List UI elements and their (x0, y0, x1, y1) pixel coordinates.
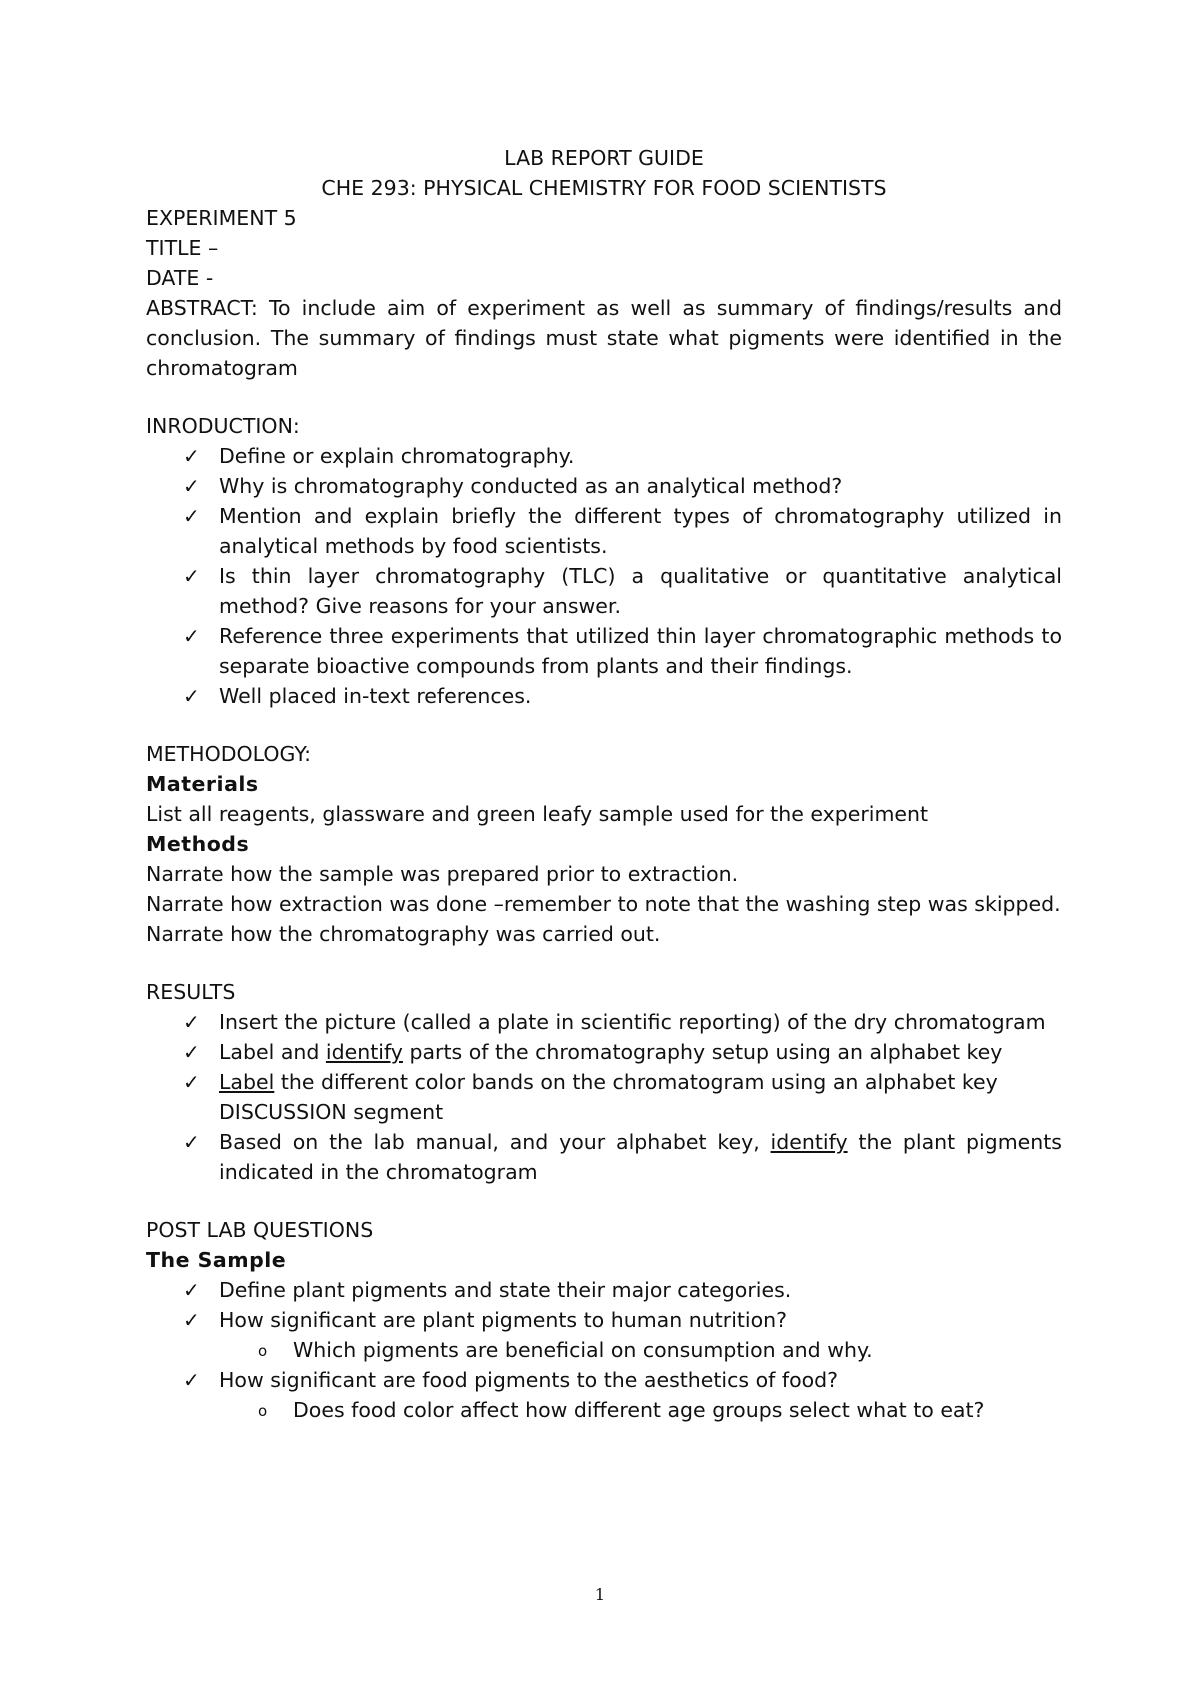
introduction-heading: INRODUCTION: (146, 414, 300, 438)
checkmark-icon: ✓ (183, 474, 200, 498)
checkmark-icon: ✓ (183, 444, 200, 468)
sub-list (146, 1395, 1062, 1425)
discussion-label: DISCUSSION segment (219, 1100, 444, 1124)
spacer (146, 383, 1062, 411)
list-item: ✓ Based on the lab manual, and your alphabet key, identify the plant pigments indicated in the chromatogram (146, 1127, 1062, 1187)
checkmark-icon: ✓ (183, 1070, 200, 1094)
date-field: DATE - (146, 266, 214, 290)
checkmark-icon: ✓ (183, 1368, 200, 1392)
methods-heading: Methods (146, 832, 250, 856)
sub-list-item: o Which pigments are beneficial on consumption and why. (146, 1335, 1062, 1365)
abstract-paragraph: ABSTRACT: To include aim of experiment as well as summary of findings/results and conclusion. The summary of findings must state what pigments were identified in the chromatogram (146, 296, 1062, 380)
list-item: ✓ Label and identify parts of the chromatography setup using an alphabet key (146, 1037, 1062, 1067)
list-item: ✓ Insert the picture (called a plate in scientific reporting) of the dry chromatogram (146, 1007, 1062, 1037)
sample-heading: The Sample (146, 1248, 287, 1272)
list-item: ✓ Define plant pigments and state their major categories. (146, 1275, 1062, 1305)
document-body (146, 143, 1062, 1425)
spacer (146, 711, 1062, 739)
post-lab-heading: POST LAB QUESTIONS (146, 1218, 374, 1242)
checkmark-icon: ✓ (183, 1308, 200, 1332)
sub-list-item: o Does food color affect how different age groups select what to eat? (146, 1395, 1062, 1425)
methodology-heading: METHODOLOGY: (146, 742, 312, 766)
post-lab-list (146, 1275, 1062, 1335)
circle-bullet-icon: o (258, 1402, 268, 1420)
list-item: ✓ How significant are food pigments to the aesthetics of food? (146, 1365, 1062, 1395)
list-item: ✓ Label the different color bands on the chromatogram using an alphabet key (146, 1067, 1062, 1097)
discussion-list (146, 1127, 1062, 1187)
sub-list (146, 1335, 1062, 1365)
circle-bullet-icon: o (258, 1342, 268, 1360)
list-item: ✓ Well placed in-text references. (146, 681, 1062, 711)
list-item: ✓ Mention and explain briefly the different types of chromatography utilized in analytical methods by food scientists. (146, 501, 1062, 561)
page-number: 1 (594, 1585, 606, 1604)
checkmark-icon: ✓ (183, 1130, 200, 1154)
results-heading: RESULTS (146, 980, 236, 1004)
experiment-number: EXPERIMENT 5 (146, 206, 297, 230)
course-title: CHE 293: PHYSICAL CHEMISTRY FOR FOOD SCIENTISTS (321, 176, 887, 200)
list-item: ✓ How significant are plant pigments to human nutrition? (146, 1305, 1062, 1335)
methods-line: Narrate how extraction was done –remember to note that the washing step was skipped. (146, 892, 1061, 916)
methods-line: Narrate how the sample was prepared prior to extraction. (146, 862, 739, 886)
underlined-word: Label (219, 1070, 275, 1094)
post-lab-list (146, 1365, 1062, 1395)
document-title: LAB REPORT GUIDE (504, 146, 704, 170)
list-item: ✓ Define or explain chromatography. (146, 441, 1062, 471)
spacer (146, 1187, 1062, 1215)
methods-line: Narrate how the chromatography was carried out. (146, 922, 661, 946)
spacer (146, 949, 1062, 977)
checkmark-icon: ✓ (183, 1010, 200, 1034)
checkmark-icon: ✓ (183, 1040, 200, 1064)
introduction-list (146, 441, 1062, 711)
checkmark-icon: ✓ (183, 684, 200, 708)
list-item: ✓ Is thin layer chromatography (TLC) a qualitative or quantitative analytical method? Give reasons for your answer. (146, 561, 1062, 621)
underlined-word: identify (770, 1130, 848, 1154)
checkmark-icon: ✓ (183, 624, 200, 648)
underlined-word: identify (325, 1040, 403, 1064)
checkmark-icon: ✓ (183, 1278, 200, 1302)
materials-heading: Materials (146, 772, 259, 796)
results-list (146, 1007, 1062, 1097)
title-field: TITLE – (146, 236, 219, 260)
checkmark-icon: ✓ (183, 564, 200, 588)
list-item: ✓ Why is chromatography conducted as an analytical method? (146, 471, 1062, 501)
list-item: ✓ Reference three experiments that utilized thin layer chromatographic methods to separate bioactive compounds from plants and their findings. (146, 621, 1062, 681)
checkmark-icon: ✓ (183, 504, 200, 528)
materials-text: List all reagents, glassware and green leafy sample used for the experiment (146, 802, 929, 826)
